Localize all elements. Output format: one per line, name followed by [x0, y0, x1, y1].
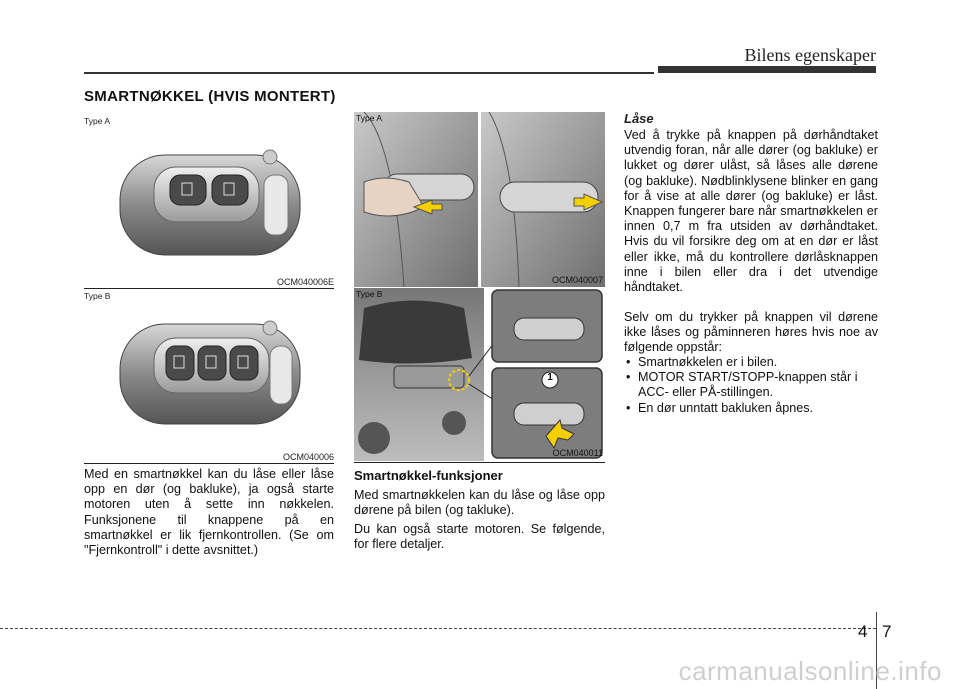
paragraph: Med smartnøkkelen kan du låse og låse opp dørene på bilen (og takluke). — [354, 488, 605, 518]
intro-paragraph: Med en smartnøkkel kan du låse eller låse opp en dør (og bakluke), ja også starte motoren uten å sette inn nøkkelen. Funksjonene til knappene på en smartnøkkel er lik fjernkontrollen. (Se om "Fjernkontroll" i dette avsnittet.) — [84, 467, 334, 558]
watermark: carmanualsonline.info — [678, 656, 942, 686]
section-title: SMARTNØKKEL (HVIS MONTERT) — [84, 88, 336, 105]
header-bar — [658, 66, 876, 73]
smart-key-type-a-image — [84, 127, 334, 280]
figure-divider — [84, 463, 334, 464]
section-heading: Låse — [624, 111, 654, 126]
conditions-list — [624, 355, 878, 416]
figure-code-key-type-b: OCM040006 — [282, 452, 334, 462]
section-heading: Smartnøkkel-funksjoner — [354, 468, 503, 483]
paragraph: Selv om du trykker på knappen vil dørene ikke låses og påminneren høres hvis noe av følgende oppstår: — [624, 310, 878, 355]
footer-rule — [0, 628, 876, 629]
paragraph: Du kan også starte motoren. Se følgende, for flere detaljer. — [354, 522, 605, 552]
list-item: • Smartnøkkelen er i bilen. — [624, 355, 878, 370]
list-item: • MOTOR START/STOPP-knappen står i ACC- eller PÅ-stillingen. — [624, 370, 878, 400]
figure-caption-door-type-a: Type A — [356, 113, 382, 123]
callout-number: 1 — [547, 372, 553, 383]
figure-code-key-type-a: OCM040006E — [276, 277, 334, 287]
paragraph: Ved å trykke på knappen på dørhåndtaket utvendig foran, når alle dører (og bakluke) er lukket og dører ulåst, så låses alle dørene (og bakluke). Nødblinklysene blinker en gang for å vise at alle dører (og bakluke) er låst. Knappen fungerer bare når smartnøkkelen er innen 0,7 m fra utsiden av dørhåndtaket. Hvis du vil forsikre deg om at en dør er låst eller ikke, må du kontrollere dørlåsknappen inne i bilen eller dra i det utvendige håndtaket. — [624, 128, 878, 295]
door-handle-type-a-image — [354, 112, 605, 287]
figure-divider — [354, 462, 605, 463]
page-number: 7 — [882, 622, 892, 641]
smart-key-type-b-image — [84, 302, 334, 450]
figure-divider — [84, 288, 334, 289]
figure-caption-door-type-b: Type B — [356, 289, 383, 299]
chapter-title: Bilens egenskaper — [744, 45, 876, 65]
figure-code-door-type-b: OCM040011 — [552, 448, 603, 458]
figure-caption-key-type-a: Type A — [84, 116, 110, 126]
figure-code-door-type-a: OCM040007 — [551, 275, 603, 285]
list-item: • En dør unntatt bakluken åpnes. — [624, 401, 878, 416]
door-handle-type-b-image — [354, 288, 605, 461]
header-rule — [84, 72, 654, 74]
figure-caption-key-type-b: Type B — [84, 291, 111, 301]
chapter-number: 4 — [858, 622, 868, 641]
